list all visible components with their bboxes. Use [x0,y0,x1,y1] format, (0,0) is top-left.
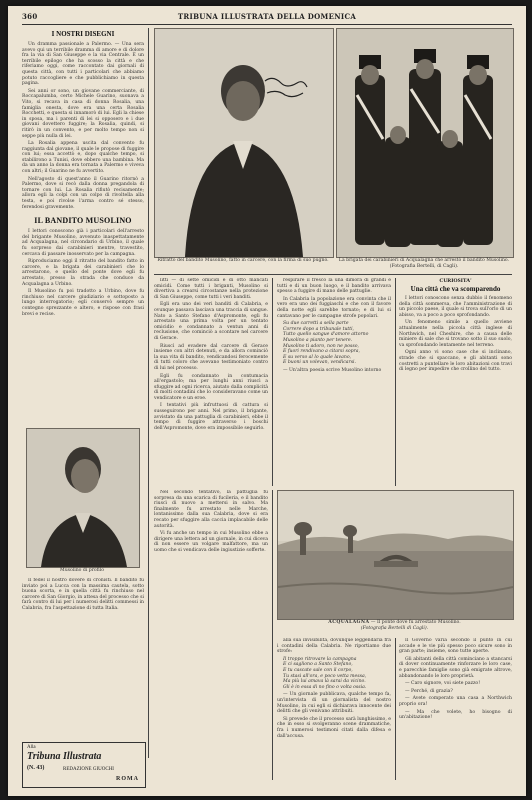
carabinieri-group-photo [336,28,514,258]
publication-title: TRIBUNA ILLUSTRATA DELLA DOMENICA [177,12,357,21]
profile-portrait-illustration [27,429,139,567]
newspaper-page [8,6,526,796]
article-paragraph: In Calabria la popolazione era convinta che il vero era uno dei fuggiaschi e che con il favore della notte egli sarebbe tornato; e di lui si cantavano per le campagne strofe popolari. [277,296,391,319]
acqualagna-bridge-photo [277,490,514,620]
article-paragraph: litti — di sette omicidi e di otto mancati omicidi. Come tutti i briganti, Musolino si divertiva a crearsi circostanze nella protezione di San Giuseppe, come tutti i veri banditi. [154,278,268,300]
article-paragraph: Si prevede che il processo sarà lunghissimo, e che in esso si svolgeranno scene drammatiche, fra i numerosi testimoni citati dalla difesa e dall'accusa. [277,716,391,739]
article-paragraph: I tentativi più infruttuosi di cattura si susseguirono per anni. Nel primo, il brigante, avvistato da una pattuglia di carabinieri, ebbe il tempo di fuggire attraverso i boschi dell'Aspromonte, dove era impossibile seguirlo. [154,403,268,431]
bridge-landscape-illustration [278,491,513,619]
article-paragraph: Il Governo varia secondo il punto in cui accade e le vie più spesso poco sicure sono in gran parte; insieme, sono tutte aperte. [399,638,512,655]
carabinieri-caption: La brigata dei carabinieri di Acqualagna che arrestò il bandito Musolino. (Fotografia Bertelli, di Cagli). [338,258,510,269]
middle-column [154,278,268,486]
column-divider [395,278,396,486]
article-paragraph: Un fenomeno simile a quello avviene attualmente nella piccola città inglese di Northwich, nel Cheshire, che a causa delle miniere di sale che si trovano sotto il suo suolo, va sprofondando lentamente nel terreno. [399,320,512,348]
article-paragraph: I lettori conoscono già i particolari dell'arresto del brigante Musolino, avvenuto inaspettatamente ad Acqualagna, nel circondario di Urbino, il quale fu sorpreso dai carabinieri mentre, travestito, cercava di passare inosservato per la campagna. [22,229,144,257]
portrait-illustration [155,29,333,257]
ad-issue: (N. 43) [27,765,45,771]
article-paragraph: Gli abitanti della città cominciano a stancarsi di dover continuamente rinforzare le loro case, e parecchie famiglie sono già emigrate altrove, abbandonando le loro proprietà. [399,656,512,679]
page-number: 360 [22,12,38,21]
article-paragraph: I lettori conoscono senza dubbio il fenomeno della città sommersa, che l'amministrazione di un piccolo paese, il quale si trova sull'orlo di un abisso, va a poco a poco sprofondando. [399,296,512,318]
bridge-caption-text: — Il ponte dove fu arrestato Musolino. [370,620,461,625]
dialogue-line: — Caro signore, voi siete pazzo! [405,681,481,687]
article-paragraph: Riproduciamo oggi il ritratto del bandito fatto in carcere, e la brigata dei carabinieri che lo arrestarono, e quello del ponte dove egli fu arrestato, presso la strada che conduce da Acqualagna a Urbino. [22,259,144,287]
article-paragraph: Vi fu anche un tempo in cui Musolino ebbe a dirigere una lettera ad un giornale, in cui diceva di non essere un volgare malfattore, ma un uomo che si vendicava delle ingiustizie sofferte. [154,531,268,553]
bottom-right-column [399,638,512,780]
left-column-bottom [22,578,144,738]
article-paragraph: respirare il fresco la una dimora di grandi e tutti e di un buon luogo, e il bandito arrivava spesso a fuggire di mano delle pattuglie. [277,278,391,295]
curiosita-title: Una città che va scomparendo [410,285,501,293]
curiosita-column [399,278,512,486]
column-divider [148,28,149,758]
advertisement-box [22,742,146,788]
article-paragraph: La Rosalia appena uscita dal convento fu raggiunta dal giovane, il quale le propose di fuggire con lui; essa accettò e, dopo qualche tempo, si stabilirono a Tunisi, dove ebbero una bambina. Ma da un anno la donna era tornata a Palermo e viveva con altri; il Guarino ne fu avvertito. [22,141,144,175]
article-paragraph: Sei anni or sono, un giovane commerciante, di Roccapalumba, certo Michele Guarino, suonava a Vito, si recava in casa di donna Rosalia, una famiglia onesta, dove era una certa Rosalia Rocchetti, e questa si innamorò di lui. Egli la chiese in sposa, ma i parenti di lei si opposero e i due giovani dovettero fuggire; la Rosalia, quindi, si ritirò in un convento, e per molto tempo non si seppe più nulla di lei. [22,88,144,139]
ad-subtitle: REDAZIONE GIUOCHI [63,767,114,772]
dialogue-line: — Avete comperato una casa a Northwich proprio ora! [399,696,512,707]
carabinieri-illustration [337,29,513,257]
portrait-caption: Ritratto del bandito Musolino, fatto in carcere, con la firma di suo pugno. [157,258,329,263]
article-paragraph: Nel secondo tentativo, la pattuglia fu sorpresa da una scarica di fucileria, e il bandito riuscì di nuovo a mettersi in salvo. Ma finalmente fu arrestato nelle Marche, lontanissimo dalla sua Calabria, dove si era recato per sfuggire alla caccia implacabile delle autorità. [154,490,268,529]
section-title-nostri-disegni: I NOSTRI DISEGNI [51,30,115,38]
article-paragraph: — Un giornale pubblicava, qualche tempo fa, un'intervista di un giornalista del nostro Musolino, in cui egli si dichiarava innocente dei delitti che gli venivano attribuiti. [277,692,391,715]
left-column-top [22,28,144,366]
curiosita-label: CURIOSITA' [439,278,472,284]
column-divider [395,638,396,780]
folk-verses: Il troppo ritrovare la campagna E ci sagliono a Santo Stefano, E tu cascate sale con il corpo, Tu stasi all'ora, e poco vetta messa, Ma più lui amava là sarai da vicino. Gli è in essa di no fino o volta ossia. [283,656,367,690]
middle-column-bottom [154,490,268,780]
article-paragraph: — Un'altra poesia scrive Musolino intorno [283,367,382,373]
horizontal-divider [154,274,512,275]
musolino-portrait-photo [154,28,334,258]
article-paragraph: Ogni anno vi sono case che si inclinano, strade che si spaccano, e gli abitanti sono costretti a puntellare le loro abitazioni con travi di legno per impedire che crollino del tutto. [399,350,512,373]
dialogue-line: — Perché, di grazia? [405,688,453,694]
article-paragraph: Un dramma passionale a Palermo. — Una sera avevo qui un terribile dramma di amore e di dolore fra la via di San Giuseppe e la via Centrale. È un terribile epilogo che ha scosso la città e che riferiamo oggi, come raccontato dai giornali di questa città, con tutti i particolari che abbiamo potuto raccogliere e che pubblichiamo in questa pagina. [22,42,144,87]
section-title-bandito-musolino: IL BANDITO MUSOLINO [34,216,132,226]
center-right-column [277,278,391,486]
ad-title: Tribuna Illustrata [27,751,102,762]
photo-credit: (Fotografia Bertelli di Cagli). [360,625,429,631]
column-divider [272,490,273,780]
ad-city: ROMA [116,776,139,782]
article-paragraph: Il fedel il nostro dovere di cronisti. Il bandito fu inviato poi a Lucca con la massima cautela, sotto buona scorta, e in quella città fu rinchiuso nel carcere di San Giorgio, in attesa del processo che si farà contro di lui per i numerosi delitti commessi in Calabria, fra l'aspettazione di tutta Italia. [22,578,144,611]
article-paragraph: Riuscì ad evadere dal carcere di Gerace insieme con altri detenuti, e da allora cominciò la sua vita di bandito, vendicandosi ferocemente di tutti coloro che avevano testimoniato contro di lui nel processo. [154,343,268,371]
popular-song-verses: Su due carretti a sella parte Correre dopo a tribunale tutti, Tutto quello sangue d'amore attorno Musolino a pianto per tenere. Musolino ti adoro, non ne posso, E fuori rendivano a citarsi sopra, E su verso al lo quale lavano, E buoni un volevan, vendicarsi. [283,321,369,366]
article-paragraph: Il Musolino fu poi tradotto a Urbino, dove fu rinchiuso nel carcere giudiziario e sottoposto a lungo interrogatorio; egli conservò sempre un contegno sprezzante e altero, e rispose con frasi brevi e recise. [22,289,144,317]
dialogue-line: — Ma che volete, ho bisogno di un'abitazione! [399,709,512,721]
article-paragraph: Egli fu condannato in contumacia all'ergastolo; ma per lunghi anni riuscì a sfuggire ad ogni ricerca, aiutato dalla complicità di molti contadini che lo consideravano come un vendicatore e un eroe. [154,373,268,401]
bottom-center-column [277,638,391,780]
article-paragraph: alla sua invisibilità, dovunque leggendaria fra i contadini della Calabria. Ne riportiamo due strofe: [277,638,391,655]
column-divider [272,278,273,486]
page-header [22,12,512,25]
ad-prefix: Alla [27,745,36,750]
article-paragraph: Nell'agosto di quest'anno il Guarino ritornò a Palermo, dove si recò dalla donna pregandola di tornare con lui. La Rosalia rifiutò recisamente; allora egli la colpì con un colpo di rivoltella alla testa, e poi rivolse l'arma contro sé stesso, ferendosi gravemente. [22,176,144,210]
musolino-profile-photo [26,428,140,568]
bridge-caption [277,620,512,631]
profile-photo-caption: Musolino di profilo [60,568,104,573]
bridge-caption-title: ACQUALAGNA [328,620,370,625]
article-paragraph: Egli era uno dei veri banditi di Calabria, e ovunque passava lasciava una traccia di sangue. Nato a Santo Stefano d'Aspromonte, egli fu arrestato una prima volta per un tentato omicidio e condannato a ventun anni di reclusione, che cominciò a scontare nel carcere di Gerace. [154,302,268,341]
